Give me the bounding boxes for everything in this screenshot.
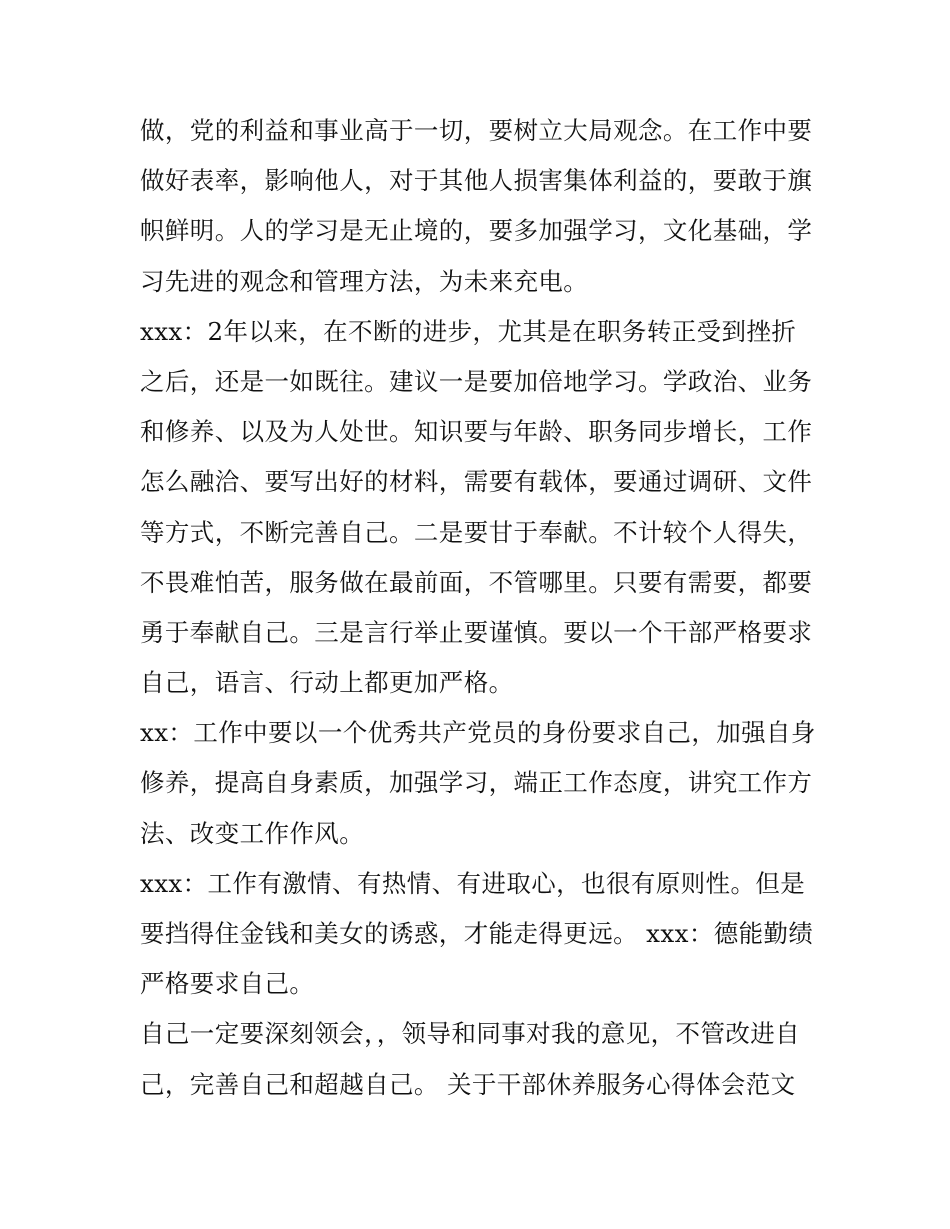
document-body — [140, 106, 820, 1110]
text-line: xxx：工作有激情、有热情、有进取心，也很有原则性。但是 — [140, 868, 806, 898]
text-line: xxx：2年以来，在不断的进步，尤其是在职务转正受到挫折 — [140, 316, 797, 346]
text-line: 习先进的观念和管理方法，为未来充电。 — [140, 266, 589, 296]
text-line: 修养，提高自身素质，加强学习，端正工作态度，讲究工作方 — [140, 768, 813, 798]
text-line: 己，完善自己和超越自己。 关于干部休养服务心得体会范文 — [140, 1069, 796, 1099]
text-line: 自己一定要深刻领会，，领导和同事对我的意见，不管改进自 — [140, 1019, 801, 1049]
text-line: 要挡得住金钱和美女的诱惑，才能走得更远。 xxx：德能勤绩 — [140, 919, 814, 948]
text-line: 严格要求自己。 — [140, 969, 315, 999]
text-line: 勇于奉献自己。三是言行举止要谨慎。要以一个干部严格要求 — [140, 617, 813, 647]
text-line: 之后，还是一如既往。建议一是要加倍地学习。学政治、业务 — [140, 366, 813, 396]
text-line: 法、改变工作作风。 — [140, 818, 365, 848]
text-line: 做，党的利益和事业高于一切，要树立大局观念。在工作中要 — [140, 116, 813, 145]
text-line: 不畏难怕苦，服务做在最前面，不管哪里。只要有需要，都要 — [140, 567, 813, 597]
text-line: 和修养、以及为人处世。知识要与年龄、职务同步增长，工作 — [140, 417, 813, 447]
text-line: xx：工作中要以一个优秀共产党员的身份要求自己，加强自身 — [140, 718, 816, 748]
text-line: 自己，语言、行动上都更加严格。 — [140, 668, 514, 698]
text-line: 怎么融洽、要写出好的材料，需要有载体，要通过调研、文件 — [140, 467, 813, 497]
text-line: 做好表率，影响他人，对于其他人损害集体利益的，要敢于旗 — [140, 166, 813, 196]
text-line: 帜鲜明。人的学习是无止境的，要多加强学习，文化基础，学 — [140, 216, 813, 246]
text-line: 等方式，不断完善自己。二是要甘于奉献。不计较个人得失， — [140, 517, 813, 547]
